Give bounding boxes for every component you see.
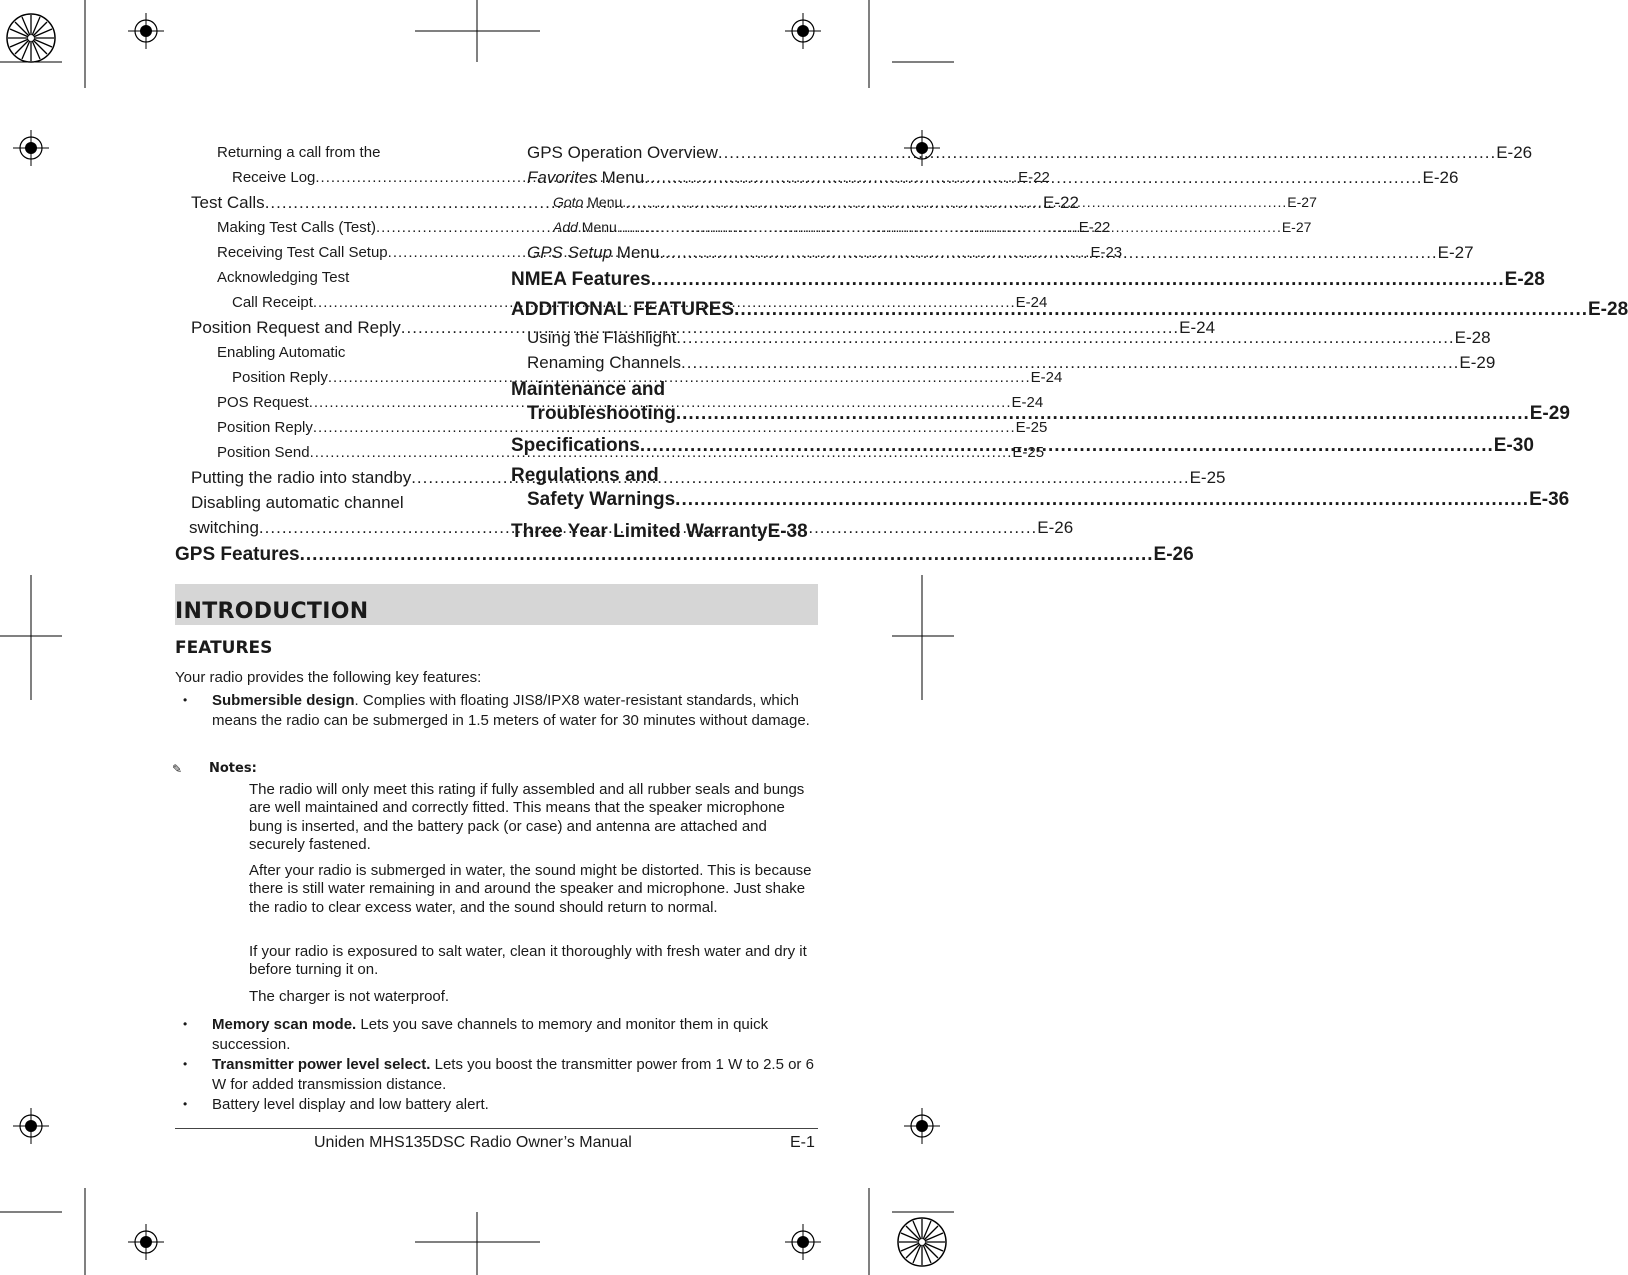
toc-entry-label: switching (189, 518, 259, 537)
footer-page-number: E-1 (790, 1134, 815, 1151)
feature-bullet-text: Battery level display and low battery alert. (212, 1096, 489, 1113)
feature-bullet (212, 1015, 817, 1054)
section-header-bar (175, 584, 818, 625)
toc-leader-dots (676, 401, 1530, 427)
toc-entry-label: Using the Flashlight (527, 328, 677, 347)
toc-leader-dots (617, 215, 1282, 240)
toc-entry-label: POS Request (217, 394, 309, 411)
bullet-icon: • (183, 1097, 188, 1111)
toc-entry-page: E-24 (1015, 294, 1048, 311)
toc-entry-page: E-22 (1078, 219, 1111, 236)
toc-leader-dots (622, 190, 1287, 215)
feature-bullet-text: Lets you boost the transmitter power from 1 W to 2.5 or 6 W for added transmission distance. (212, 1056, 814, 1093)
toc-entry-page: E-27 (1287, 194, 1317, 210)
toc-leader-dots (651, 265, 1505, 295)
feature-bullet (212, 1055, 817, 1094)
note-paragraph: If your radio is exposured to salt water, clean it thoroughly with fresh water and dry it before turning it on. (249, 943, 807, 979)
toc-entry: Regulations and (511, 465, 659, 486)
toc-entry: Disabling automatic channel (191, 493, 404, 512)
toc-entry-label: Specifications (511, 435, 640, 456)
feature-bullet-text: . Complies with floating JIS8/IPX8 water-resistant standards, which means the radio can be submerged in 1.5 meters of water for 30 minutes without damage. (212, 692, 810, 729)
toc-entry-label: NMEA Features (511, 269, 651, 290)
toc-entry-page: E-22 (1043, 193, 1079, 212)
toc-entry-label: GPS Operation Overview (527, 143, 718, 162)
toc-entry-page: E-26 (1037, 518, 1074, 537)
notes-label: Notes: (209, 761, 257, 776)
toc-entry[interactable] (511, 265, 1545, 295)
toc-entry[interactable] (511, 517, 808, 547)
toc-entry-page: E-36 (1529, 489, 1570, 510)
toc-entry-label: Making Test Calls (Test) (217, 219, 376, 236)
toc-entry-page: E-24 (1179, 318, 1216, 337)
toc-entry-label: Position Reply (217, 419, 313, 436)
toc-entry-label: Menu (596, 168, 645, 187)
toc-entry: Enabling Automatic (217, 344, 346, 361)
toc-entry-label: Receiving Test Call Setup (217, 244, 388, 261)
toc-entry-page: E-25 (1012, 444, 1045, 461)
pencil-icon: ✎ (172, 762, 183, 776)
footer-divider (175, 1128, 818, 1129)
toc-leader-dots (681, 350, 1459, 375)
toc-leader-dots (644, 165, 1422, 190)
toc-entry-label-italic: Goto (553, 194, 584, 210)
note-paragraph: After your radio is submerged in water, the sound might be distorted. This is because there is still water remaining in and around the speaker and microphone. Just shake the radio to clear excess water, and the sound should return to normal. (249, 862, 812, 916)
toc-entry: Maintenance and (511, 379, 666, 400)
toc-entry-page: E-27 (1281, 219, 1312, 235)
toc-entry-label: Menu (583, 194, 623, 210)
toc-entry-page: E-28 (1588, 299, 1628, 320)
toc-entry-label: Position Request and Reply (191, 318, 401, 337)
toc-entry-label: Call Receipt (232, 294, 313, 311)
toc-entry-page: E-27 (1437, 243, 1474, 262)
features-heading: FEATURES (175, 638, 273, 658)
toc-entry-page: E-28 (1504, 269, 1545, 290)
toc-entry: Returning a call from the (217, 144, 381, 161)
toc-entry[interactable] (511, 350, 1496, 375)
toc-entry-page: E-26 (1422, 168, 1459, 187)
toc-leader-dots (659, 240, 1437, 265)
toc-entry-label: Safety Warnings (527, 489, 676, 510)
toc-entry-page: E-29 (1459, 353, 1496, 372)
toc-leader-dots (675, 487, 1529, 513)
feature-bullet-text: Lets you save channels to memory and monitor them in quick succession. (212, 1016, 769, 1053)
toc-entry-label-italic: GPS Setup (527, 243, 613, 262)
toc-entry-label: Test Calls (191, 193, 265, 212)
toc-leader-dots (676, 325, 1454, 350)
toc-leader-dots (718, 140, 1496, 165)
note-paragraph: The charger is not waterproof. (249, 988, 450, 1005)
toc-entry[interactable] (511, 140, 1533, 165)
toc-entry-page: E-28 (1454, 328, 1491, 347)
toc-entry-page: E-22 (1018, 169, 1050, 186)
toc-entry-label: Three Year Limited Warranty (511, 521, 768, 542)
toc-entry-page: E-24 (1011, 394, 1044, 411)
toc-entry-page: E-30 (1493, 435, 1534, 456)
feature-bullet (212, 691, 817, 730)
toc-entry: Acknowledging Test (217, 269, 350, 286)
feature-bullet-title: Submersible design (212, 692, 355, 709)
toc-entry-label: ADDITIONAL FEATURES (511, 299, 735, 320)
bullet-icon: • (183, 1017, 188, 1031)
toc-leader-dots (734, 295, 1588, 325)
bullet-icon: • (183, 693, 188, 707)
bullet-icon: • (183, 1057, 188, 1071)
footer-manual-title: Uniden MHS135DSC Radio Owner’s Manual (314, 1134, 632, 1151)
toc-entry[interactable] (175, 540, 1194, 570)
toc-entry[interactable] (175, 415, 1048, 440)
section-title: INTRODUCTION (175, 599, 369, 624)
toc-entry-page: E-38 (767, 521, 808, 542)
toc-entry-page: E-24 (1030, 369, 1063, 386)
toc-entry-page: E-26 (1496, 143, 1533, 162)
toc-entry-label: Position Reply (232, 369, 328, 386)
intro-text: Your radio provides the following key features: (175, 669, 482, 686)
toc-entry-label-italic: Add (553, 219, 578, 235)
toc-entry-page: E-25 (1189, 468, 1226, 487)
note-paragraph: The radio will only meet this rating if fully assembled and all rubber seals and bungs are well maintained and correctly fitted. This means that the speaker microphone bung is inserted, and the battery pack (or case) and antenna are attached and securely fastened. (249, 781, 805, 853)
toc-entry-label: Menu (577, 219, 617, 235)
toc-entry-label: Receive Log (232, 169, 316, 186)
toc-entry-page: E-23 (1090, 244, 1123, 261)
toc-entry-label: Menu (612, 243, 660, 262)
toc-entry-page: E-29 (1529, 403, 1570, 424)
toc-entry-label: GPS Features (175, 544, 300, 565)
toc-entry-page: E-25 (1015, 419, 1048, 436)
toc-entry-label-italic: Favorites (527, 168, 597, 187)
toc-entry[interactable] (511, 487, 1570, 517)
toc-entry-page: E-26 (1153, 544, 1194, 565)
feature-bullet (212, 1095, 817, 1115)
toc-leader-dots (640, 431, 1494, 461)
toc-entry-label: Putting the radio into standby (191, 468, 412, 487)
feature-bullet-title: Transmitter power level select. (212, 1056, 431, 1073)
toc-entry-label: Position Send (217, 444, 310, 461)
toc-entry-label: Troubleshooting (527, 403, 676, 424)
toc-entry-label: Renaming Channels (527, 353, 682, 372)
feature-bullet-title: Memory scan mode. (212, 1016, 357, 1033)
